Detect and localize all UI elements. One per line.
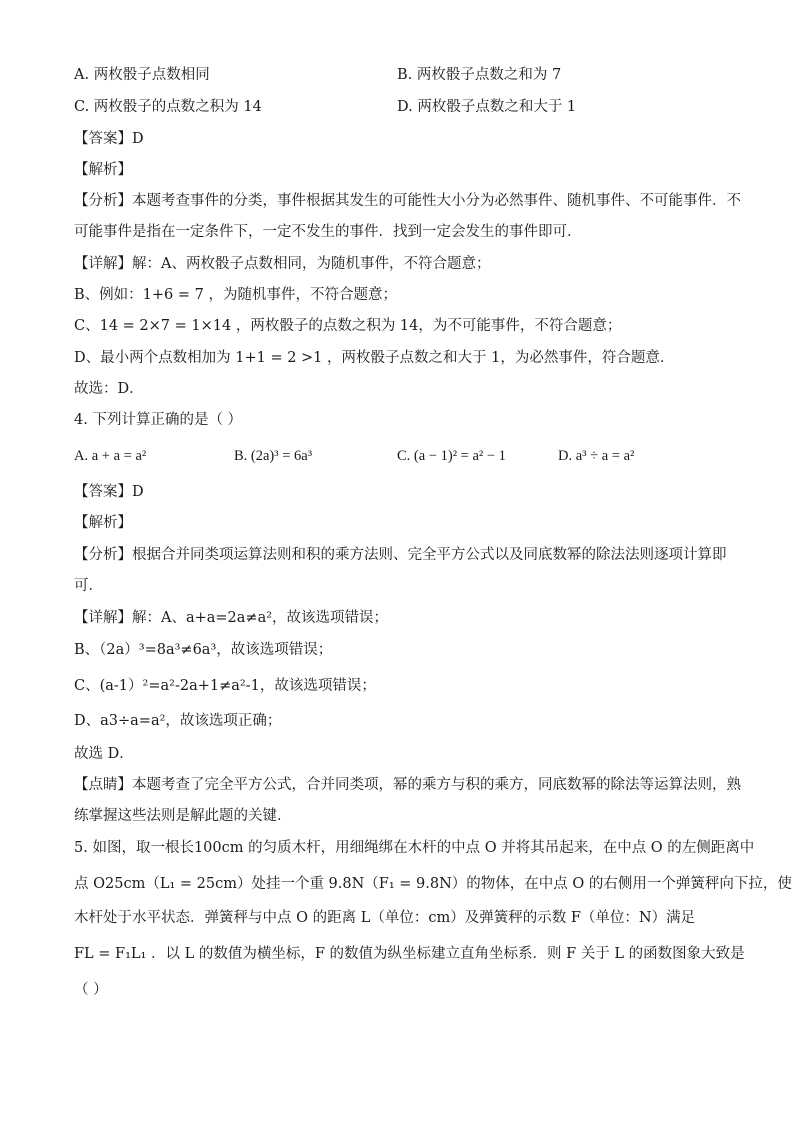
q5-line-2: 点 O25cm（L₁ = 25cm）处挂一个重 9.8N（F₁ = 9.8N）的物体，在中点 O 的右侧用一个弹簧秤向下拉，使 <box>74 876 792 892</box>
q3-answer: 【答案】D <box>74 131 144 147</box>
q4-option-b: B. (2a)³ = 6a³ <box>234 448 313 464</box>
q4-comment-line-1: 【点睛】本题考查了完全平方公式，合并同类项，幂的乘方与积的乘方，同底数幂的除法等运算法则，熟 <box>74 777 741 793</box>
q4-comment-line-2: 练掌握这些法则是解此题的关键． <box>74 808 292 824</box>
q5-line-5: （ ） <box>74 982 108 998</box>
q4-choose: 故选 D． <box>74 746 134 762</box>
q4-detail-line-3: C、(a-1）²=a²-2a+1≠a²-1，故该选项错误； <box>74 678 376 694</box>
q4-analysis-line-2: 可． <box>74 578 103 594</box>
q4-detail-line-1: 【详解】解：A、a+a=2a≠a²，故该选项错误； <box>74 610 389 626</box>
q4-option-d: D. a³ ÷ a = a² <box>558 448 635 464</box>
q5-line-4: FL = F₁L₁ ．以 L 的数值为横坐标，F 的数值为纵坐标建立直角坐标系．则 F 关于 L 的函数图象大致是 <box>74 946 745 962</box>
q3-analysis-line-1: 【分析】本题考查事件的分类，事件根据其发生的可能性大小分为必然事件、随机事件、不可能事件．不 <box>74 193 741 209</box>
q4-analysis-line-1: 【分析】根据合并同类项运算法则和积的乘方法则、完全平方公式以及同底数幂的除法法则逐项计算即 <box>74 547 727 563</box>
q4-jiexi-heading: 【解析】 <box>74 515 132 531</box>
q3-choose: 故选：D． <box>74 381 144 397</box>
q3-option-b: B. 两枚骰子点数之和为 7 <box>397 67 562 83</box>
q3-analysis-line-2: 可能事件是指在一定条件下，一定不发生的事件．找到一定会发生的事件即可． <box>74 224 582 240</box>
q5-line-3: 木杆处于水平状态．弹簧秤与中点 O 的距离 L（单位：cm）及弹簧秤的示数 F（单位：N）满足 <box>74 910 696 926</box>
q3-detail-line-2: B、例如：1+6 = 7 ，为随机事件，不符合题意； <box>74 287 397 303</box>
q4-option-a: A. a + a = a² <box>74 448 147 464</box>
q4-detail-line-2: B、（2a）³=8a³≠6a³，故该选项错误； <box>74 642 333 658</box>
q4-option-c: C. (a − 1)² = a² − 1 <box>397 448 506 464</box>
q3-detail-line-3: C、14 = 2×7 = 1×14 ，两枚骰子的点数之积为 14，为不可能事件，不符合题意； <box>74 318 622 334</box>
q4-stem: 4. 下列计算正确的是（ ） <box>74 412 243 428</box>
q3-option-c: C. 两枚骰子的点数之积为 14 <box>74 99 262 115</box>
q3-detail-line-1: 【详解】解：A、两枚骰子点数相同，为随机事件，不符合题意； <box>74 256 491 272</box>
q4-detail-line-4: D、a3÷a=a²，故该选项正确； <box>74 713 282 729</box>
q3-option-a: A. 两枚骰子点数相同 <box>74 67 210 83</box>
q3-detail-line-4: D、最小两个点数相加为 1+1 = 2 >1 ，两枚骰子点数之和大于 1，为必然事件，符合题意． <box>74 350 675 366</box>
q3-jiexi-heading: 【解析】 <box>74 162 132 178</box>
q4-answer: 【答案】D <box>74 484 144 500</box>
q5-line-1: 5. 如图，取一根长100cm 的匀质木杆，用细绳绑在木杆的中点 O 并将其吊起来，在中点 O 的左侧距离中 <box>74 840 755 856</box>
q3-option-d: D. 两枚骰子点数之和大于 1 <box>397 99 577 115</box>
